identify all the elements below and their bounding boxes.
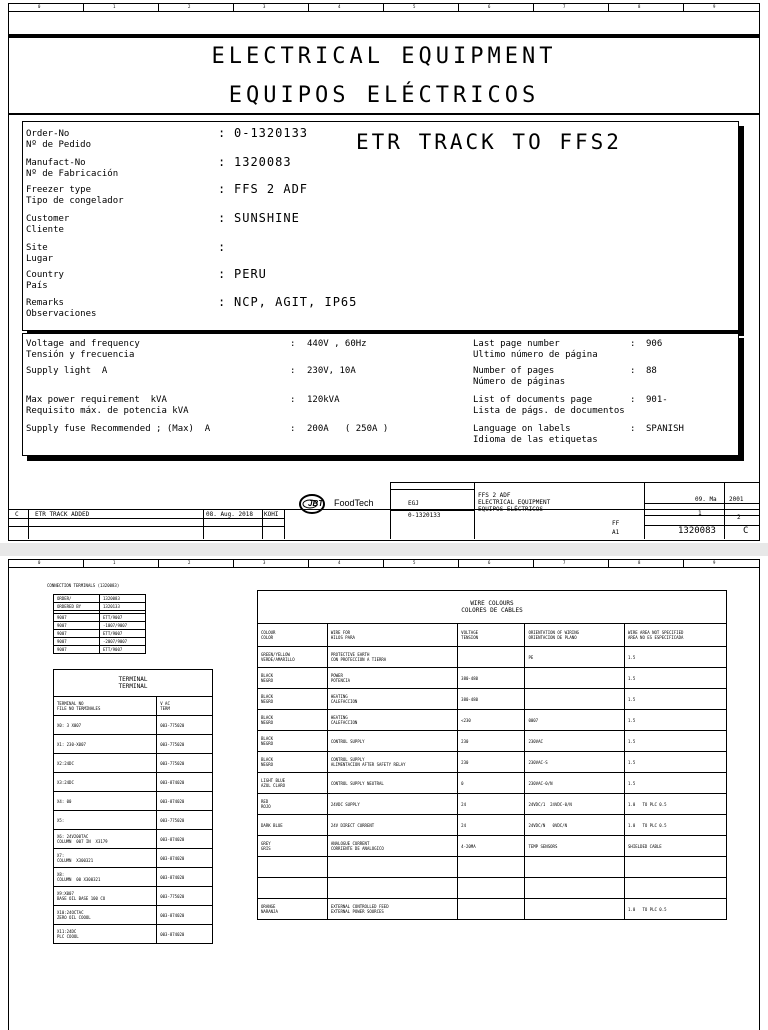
wire-cell bbox=[458, 647, 525, 668]
wire-cell: BLACK NEGRO bbox=[258, 752, 328, 773]
wire-cell: 24VDC SUPPLY bbox=[327, 794, 457, 815]
ruler-label: 9 bbox=[713, 560, 716, 565]
wire-cell: HEATING CALEFACCION bbox=[327, 710, 457, 731]
field-label-en: Site bbox=[26, 243, 48, 253]
mini-table-row bbox=[54, 630, 146, 638]
terminal-cell: 003-874020 bbox=[157, 868, 213, 887]
wire-cell bbox=[525, 857, 625, 878]
terminal-cell: 003-874020 bbox=[157, 906, 213, 925]
wire-cell: ANALOGUE CURRENT CORRIENTE DE ANALOGICO bbox=[327, 836, 457, 857]
ruler-label: 7 bbox=[563, 4, 566, 9]
terminal-row bbox=[54, 925, 213, 944]
terminal-cell: 003-874020 bbox=[157, 773, 213, 792]
terminal-table bbox=[53, 669, 213, 944]
mini-table-cell: 9007 bbox=[54, 630, 100, 638]
wire-cell bbox=[258, 857, 328, 878]
field-label-en: Customer bbox=[26, 214, 70, 224]
tech-right-label-es: Idioma de las etiquetas bbox=[473, 435, 598, 445]
wire-cell: 24 bbox=[458, 794, 525, 815]
wire-cell: 1.5 bbox=[625, 773, 727, 794]
sheet-separator bbox=[0, 543, 768, 556]
wire-cell: 230VAC bbox=[525, 731, 625, 752]
wire-cell: 230VAC-0/N bbox=[525, 773, 625, 794]
wire-cell bbox=[525, 689, 625, 710]
field-value: PERU bbox=[234, 267, 267, 281]
ruler-tick bbox=[533, 559, 534, 567]
field-colon: : bbox=[218, 126, 227, 140]
terminal-cell: 003-775020 bbox=[157, 811, 213, 830]
terminal-title-es: TERMINAL bbox=[118, 683, 148, 690]
terminal-title-row bbox=[54, 670, 213, 697]
wire-cell bbox=[458, 857, 525, 878]
wire-cell: 1.5 bbox=[625, 647, 727, 668]
wire-cell: PROTECTIVE EARTH CON PROTECCION A TIERRA bbox=[327, 647, 457, 668]
ruler-tick bbox=[383, 559, 384, 567]
mini-table-cell: -2007/9007 bbox=[100, 638, 146, 646]
revision-date: 08. Aug. 2018 bbox=[206, 511, 253, 518]
title-spanish: EQUIPOS ELÉCTRICOS bbox=[228, 83, 540, 108]
wire-cell: SHIELDED CABLE bbox=[625, 836, 727, 857]
terminal-cell: 003-775020 bbox=[157, 754, 213, 773]
wire-cell: EXTERNAL CONTROLLED FEED EXTERNAL POWER SOURCES bbox=[327, 899, 457, 920]
wire-cell: 230 bbox=[458, 752, 525, 773]
field-label-es: Tipo de congelador bbox=[26, 196, 124, 206]
wire-row bbox=[258, 710, 727, 731]
terminal-wire-sheet bbox=[0, 556, 768, 1024]
ruler-label: 5 bbox=[413, 4, 416, 9]
mini-table-cell: ETT/9007 bbox=[100, 630, 146, 638]
ruler-tick bbox=[308, 3, 309, 11]
wire-row bbox=[258, 647, 727, 668]
ruler-tick bbox=[233, 3, 234, 11]
terminal-cell: X7: COLUMN X300321 bbox=[54, 849, 157, 868]
wire-row bbox=[258, 899, 727, 920]
wire-cell bbox=[525, 899, 625, 920]
ruler-tick bbox=[458, 3, 459, 11]
terminal-cell: V AC TERM bbox=[157, 697, 213, 716]
wire-cell: 1.5 bbox=[625, 731, 727, 752]
field-label-es: País bbox=[26, 281, 48, 291]
field-label-en: Remarks bbox=[26, 298, 64, 308]
field-value: FFS 2 ADF bbox=[234, 182, 309, 196]
field-value: SUNSHINE bbox=[234, 211, 300, 225]
wire-cell: GREY GRIS bbox=[258, 836, 328, 857]
wire-header-row bbox=[258, 624, 727, 647]
wire-cell: 24 bbox=[458, 815, 525, 836]
tech-value: 440V , 60Hz bbox=[307, 339, 367, 349]
code-2: A1 bbox=[612, 529, 620, 536]
field-colon: : bbox=[218, 211, 227, 225]
ruler-tick bbox=[458, 559, 459, 567]
wire-title-es: COLORES DE CABLES bbox=[461, 607, 523, 614]
mini-table-cell: ETT/9007 bbox=[100, 614, 146, 622]
wire-cell: CONTROL SUPPLY bbox=[327, 731, 457, 752]
ruler-tick bbox=[608, 3, 609, 11]
ruler-label: 0 bbox=[38, 4, 41, 9]
terminal-row bbox=[54, 773, 213, 792]
tech-right-colon: : bbox=[630, 424, 636, 434]
wire-cell: 1.5 bbox=[625, 710, 727, 731]
wire-cell: 1.0 TO PLC 0.5 bbox=[625, 899, 727, 920]
terminal-cell: X2:24DC bbox=[54, 754, 157, 773]
year-right: 2001 bbox=[729, 496, 744, 503]
terminal-title-en: TERMINAL bbox=[118, 676, 148, 683]
wire-cell: 1.5 bbox=[625, 668, 727, 689]
wire-cell: CONTROL SUPPLY NEUTRAL bbox=[327, 773, 457, 794]
wire-cell: 24VDC/N 0VDC/N bbox=[525, 815, 625, 836]
ruler-tick bbox=[83, 3, 84, 11]
tech-colon: : bbox=[290, 366, 296, 376]
ruler-label: 6 bbox=[488, 4, 491, 9]
mini-table-cell: 9007 bbox=[54, 622, 100, 630]
tech-label-es: Requisito máx. de potencia kVA bbox=[26, 406, 189, 416]
field-colon: : bbox=[218, 240, 227, 254]
terminal-row bbox=[54, 868, 213, 887]
desc-line-2: ELECTRICAL EQUIPMENT bbox=[478, 499, 551, 506]
terminal-cell: X3:24DC bbox=[54, 773, 157, 792]
wire-cell: 1.0 TO PLC 0.5 bbox=[625, 794, 727, 815]
field-label-en: Freezer type bbox=[26, 185, 92, 195]
ruler-tick bbox=[158, 3, 159, 11]
order-ref: 0-1320133 bbox=[408, 512, 441, 519]
order-info-box bbox=[22, 121, 739, 331]
ruler-tick bbox=[308, 559, 309, 567]
terminal-cell: X1: 230-X007 bbox=[54, 735, 157, 754]
tech-label-es: Tensión y frecuencia bbox=[26, 350, 135, 360]
terminal-cell: X5: bbox=[54, 811, 157, 830]
wire-cell: RED ROJO bbox=[258, 794, 328, 815]
field-label-es: Cliente bbox=[26, 225, 64, 235]
wire-row bbox=[258, 689, 727, 710]
field-value: 1320083 bbox=[234, 155, 292, 169]
tech-colon: : bbox=[290, 424, 296, 434]
top-ruler bbox=[8, 3, 760, 12]
wire-cell bbox=[458, 899, 525, 920]
wire-row bbox=[258, 752, 727, 773]
revision-sign: KOHI bbox=[264, 511, 279, 518]
wire-cell bbox=[458, 878, 525, 899]
wire-cell: 24V DIRECT CURRENT bbox=[327, 815, 457, 836]
wire-cell: 230 bbox=[458, 731, 525, 752]
field-colon: : bbox=[218, 267, 227, 281]
wire-cell: <230 bbox=[458, 710, 525, 731]
tech-value: 230V, 10A bbox=[307, 366, 356, 376]
terminal-cell: X10:24OCTAC ZERO OIL COOOL bbox=[54, 906, 157, 925]
page-total: 2 bbox=[737, 514, 741, 521]
tech-label-en: Supply fuse Recommended ; (Max) A bbox=[26, 424, 211, 434]
terminal-cell: 003-775020 bbox=[157, 735, 213, 754]
terminal-row bbox=[54, 754, 213, 773]
ruler-tick bbox=[533, 3, 534, 11]
tech-right-value: 906 bbox=[646, 339, 663, 349]
wire-cell: PE bbox=[525, 647, 625, 668]
tech-right-colon: : bbox=[630, 395, 636, 405]
terminal-cell: 003-874020 bbox=[157, 830, 213, 849]
wire-cell bbox=[625, 857, 727, 878]
tech-label-en: Supply light A bbox=[26, 366, 108, 376]
tech-right-value: SPANISH bbox=[646, 424, 684, 434]
mini-table-row bbox=[54, 614, 146, 622]
ruler-label: 4 bbox=[338, 4, 341, 9]
page-number: 1 bbox=[698, 510, 702, 517]
logo-mark: JBT bbox=[308, 499, 324, 508]
logo-text: FoodTech bbox=[334, 498, 374, 508]
title-english: ELECTRICAL EQUIPMENT bbox=[211, 44, 557, 69]
wire-cell: 0 bbox=[458, 773, 525, 794]
tech-right-colon: : bbox=[630, 366, 636, 376]
wire-cell: LIGHT BLUE AZUL CLARO bbox=[258, 773, 328, 794]
wire-row bbox=[258, 668, 727, 689]
mini-table-cell: ETT/9007 bbox=[100, 646, 146, 654]
designer: EGJ bbox=[408, 500, 419, 507]
ruler-tick bbox=[608, 559, 609, 567]
tech-right-label-es: Lista de págs. de documentos bbox=[473, 406, 625, 416]
tech-value: 200A ( 250A ) bbox=[307, 424, 389, 434]
terminal-row bbox=[54, 887, 213, 906]
wire-row bbox=[258, 731, 727, 752]
tech-label-en: Max power requirement kVA bbox=[26, 395, 167, 405]
mini-table-row bbox=[54, 622, 146, 630]
wire-cell: 1.5 bbox=[625, 752, 727, 773]
terminal-row bbox=[54, 792, 213, 811]
tech-right-value: 88 bbox=[646, 366, 657, 376]
wire-row bbox=[258, 878, 727, 899]
wire-header-cell: COLOUR COLOR bbox=[258, 624, 328, 647]
wire-header-cell: WIRE FOR HILOS PARA bbox=[327, 624, 457, 647]
tech-colon: : bbox=[290, 395, 296, 405]
terminal-cell: 003-874020 bbox=[157, 925, 213, 944]
tech-right-label-en: Language on labels bbox=[473, 424, 571, 434]
terminal-row bbox=[54, 830, 213, 849]
tech-right-label-es: Ultimo número de página bbox=[473, 350, 598, 360]
terminal-cell: X11:24DC PLC COOOL bbox=[54, 925, 157, 944]
wire-cell: 230VAC-S bbox=[525, 752, 625, 773]
ruler-tick bbox=[83, 559, 84, 567]
ruler-label: 7 bbox=[563, 560, 566, 565]
wire-row bbox=[258, 794, 727, 815]
terminal-cell: X6: 24V200TAC COLUMN 007 IN X3179 bbox=[54, 830, 157, 849]
wire-cell bbox=[258, 878, 328, 899]
ruler-label: 0 bbox=[38, 560, 41, 565]
wire-row bbox=[258, 815, 727, 836]
wire-cell: 380-480 bbox=[458, 689, 525, 710]
wire-cell bbox=[525, 878, 625, 899]
wire-cell: 1.5 bbox=[625, 689, 727, 710]
tech-value: 120kVA bbox=[307, 395, 340, 405]
mini-table-row bbox=[54, 603, 146, 611]
field-label-en: Country bbox=[26, 270, 64, 280]
terminal-cell: 003-775020 bbox=[157, 716, 213, 735]
field-label-es: Nº de Fabricación bbox=[26, 169, 119, 179]
field-label-es: Observaciones bbox=[26, 309, 97, 319]
terminal-cell: X4: 00 bbox=[54, 792, 157, 811]
ruler-tick bbox=[158, 559, 159, 567]
wire-cell bbox=[625, 878, 727, 899]
wire-cell: CONTROL SUPPLY ALIMENTACION AFTER SAFETY RELAY bbox=[327, 752, 457, 773]
wire-title-en: WIRE COLOURS bbox=[470, 600, 514, 607]
mini-table-cell: 1320083 bbox=[100, 595, 146, 603]
tech-label-en: Voltage and frequency bbox=[26, 339, 140, 349]
field-label-en: Manufact-No bbox=[26, 158, 86, 168]
connection-header: CONNECTION TERMINALS (1320083) bbox=[47, 583, 120, 588]
mini-table-cell: ORDERED BY bbox=[54, 603, 100, 611]
mini-table-row bbox=[54, 595, 146, 603]
tech-right-label-en: Last page number bbox=[473, 339, 560, 349]
desc-line-1: FFS 2 ADF bbox=[478, 492, 511, 499]
terminal-row bbox=[54, 716, 213, 735]
title-underline bbox=[8, 113, 759, 115]
tech-right-label-en: Number of pages bbox=[473, 366, 555, 376]
wire-header-cell: ORIENTATION OF WIRING ORIENTACION DE PLANO bbox=[525, 624, 625, 647]
tech-colon: : bbox=[290, 339, 296, 349]
drawing-number: 1320083 bbox=[678, 526, 716, 536]
ruler-label: 8 bbox=[638, 4, 641, 9]
wire-cell: 4-20MA bbox=[458, 836, 525, 857]
wire-title-row bbox=[258, 591, 727, 624]
desc-line-3: EQUIPOS ELÉCTRICOS bbox=[478, 506, 544, 513]
wire-cell bbox=[525, 668, 625, 689]
mini-table-cell: 9007 bbox=[54, 638, 100, 646]
ruler-label: 3 bbox=[263, 560, 266, 565]
mini-table-cell: 9007 bbox=[54, 646, 100, 654]
ruler-label: 2 bbox=[188, 4, 191, 9]
ruler-tick bbox=[383, 3, 384, 11]
wire-cell: TEMP SENSORS bbox=[525, 836, 625, 857]
terminal-cell: X9:X007 BASE OIL BASE 100 CO bbox=[54, 887, 157, 906]
ruler-tick bbox=[683, 3, 684, 11]
field-label-es: Lugar bbox=[26, 254, 54, 264]
wire-colours-table bbox=[257, 590, 727, 920]
field-label-es: Nº de Pedido bbox=[26, 140, 92, 150]
terminal-row bbox=[54, 849, 213, 868]
top-ruler-2 bbox=[8, 559, 760, 568]
date-right: 09. Ma bbox=[695, 496, 717, 503]
tech-right-label-es: Número de páginas bbox=[473, 377, 566, 387]
mini-table-cell: ORDER/ bbox=[54, 595, 100, 603]
ruler-tick bbox=[233, 559, 234, 567]
field-colon: : bbox=[218, 182, 227, 196]
code-1: FF bbox=[612, 520, 620, 527]
wire-cell: BLACK NEGRO bbox=[258, 689, 328, 710]
terminal-cell: X8: COLUMN 00 X300321 bbox=[54, 868, 157, 887]
terminal-row bbox=[54, 811, 213, 830]
mini-table-row bbox=[54, 646, 146, 654]
ruler-label: 9 bbox=[713, 4, 716, 9]
ruler-tick bbox=[683, 559, 684, 567]
wire-cell: GREEN/YELLOW VERDE/AMARILLO bbox=[258, 647, 328, 668]
terminal-cell: X0: 3 X007 bbox=[54, 716, 157, 735]
terminal-title-cell bbox=[54, 670, 213, 697]
field-colon: : bbox=[218, 295, 227, 309]
order-mini-table bbox=[53, 594, 146, 654]
revision-letter: C bbox=[15, 511, 19, 518]
terminal-cell: 003-775020 bbox=[157, 887, 213, 906]
mini-table-cell: -1007/9007 bbox=[100, 622, 146, 630]
ruler-label: 8 bbox=[638, 560, 641, 565]
terminal-row bbox=[54, 906, 213, 925]
tech-right-label-en: List of documents page bbox=[473, 395, 593, 405]
wire-cell bbox=[327, 878, 457, 899]
wire-cell: ORANGE NARANJA bbox=[258, 899, 328, 920]
ruler-label: 1 bbox=[113, 4, 116, 9]
mini-table-cell: 1320133 bbox=[100, 603, 146, 611]
mini-table-cell: 9007 bbox=[54, 614, 100, 622]
ruler-label: 5 bbox=[413, 560, 416, 565]
revision-right: C bbox=[743, 526, 749, 536]
wire-row bbox=[258, 857, 727, 878]
tech-right-value: 901- bbox=[646, 395, 668, 405]
field-colon: : bbox=[218, 155, 227, 169]
tech-right-colon: : bbox=[630, 339, 636, 349]
wire-cell: DARK BLUE bbox=[258, 815, 328, 836]
ruler-label: 2 bbox=[188, 560, 191, 565]
wire-cell: 0007 bbox=[525, 710, 625, 731]
ruler-label: 6 bbox=[488, 560, 491, 565]
heavy-top-border bbox=[8, 34, 759, 38]
terminal-row bbox=[54, 697, 213, 716]
ruler-label: 4 bbox=[338, 560, 341, 565]
wire-cell: HEATING CALEFACCION bbox=[327, 689, 457, 710]
wire-cell: 1.0 TO PLC 0.5 bbox=[625, 815, 727, 836]
wire-cell: 24VDC/1 24VDC-0/N bbox=[525, 794, 625, 815]
wire-header-cell: WIRE AREA NOT SPECIFIED AREA NO ES ESPECIFICADA bbox=[625, 624, 727, 647]
wire-header-cell: VOLTAGE TENSION bbox=[458, 624, 525, 647]
revision-text: ETR TRACK ADDED bbox=[35, 511, 90, 518]
wire-cell: BLACK NEGRO bbox=[258, 668, 328, 689]
field-value: NCP, AGIT, IP65 bbox=[234, 295, 358, 309]
terminal-cell: 003-874020 bbox=[157, 849, 213, 868]
wire-row bbox=[258, 773, 727, 794]
field-label-en: Order-No bbox=[26, 129, 70, 139]
field-value: 0-1320133 bbox=[234, 126, 309, 140]
terminal-row bbox=[54, 735, 213, 754]
etr-label: ETR TRACK TO FFS2 bbox=[356, 130, 622, 154]
terminal-cell: 003-874020 bbox=[157, 792, 213, 811]
ruler-label: 3 bbox=[263, 4, 266, 9]
wire-cell: BLACK NEGRO bbox=[258, 710, 328, 731]
wire-cell: POWER POTENCIA bbox=[327, 668, 457, 689]
mini-table-row bbox=[54, 638, 146, 646]
jbt-logo bbox=[298, 490, 384, 518]
terminal-cell: TERMINAL NO FILE NO TERMINALES bbox=[54, 697, 157, 716]
ruler-label: 1 bbox=[113, 560, 116, 565]
wire-cell bbox=[327, 857, 457, 878]
wire-row bbox=[258, 836, 727, 857]
wire-cell: 380-480 bbox=[458, 668, 525, 689]
wire-title-cell bbox=[258, 591, 727, 624]
wire-cell: BLACK NEGRO bbox=[258, 731, 328, 752]
